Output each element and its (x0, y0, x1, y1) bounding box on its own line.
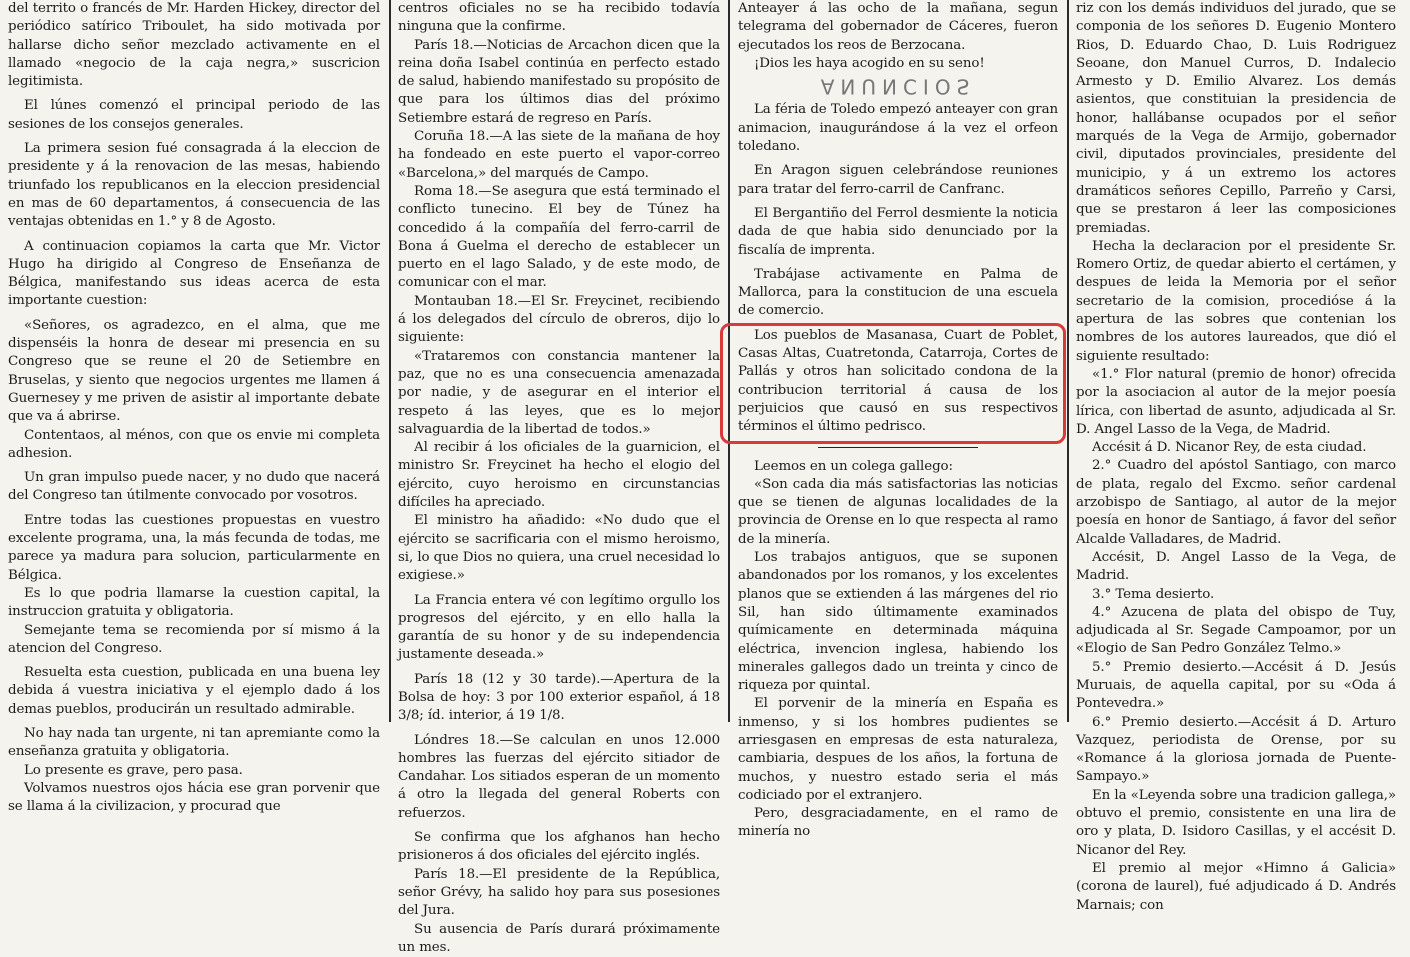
paragraph: ¡Dios les haya acogido en su seno! (754, 55, 985, 71)
column-4 (1076, 0, 1396, 913)
paragraph: riz con los demás individuos del jurado, que se componia de los señores D. Eugenio Montero Rios, D. Eduardo Chao, D. Luis Rodriguez Seoane, don Manuel Curros, D. Indalecio Armesto y D. Emilio Alvarez. Los demás asientos, que constituian la presidencia de honor, hallábanse ocupados por el señor marqués de la Vega de Armijo, gobernador civil, diputados provinciales, presidente del municipio, y á un extremo los actores dramáticos señores Cepillo, Parreño y Carsi, que se prestaron á leer las composiciones premiadas. (1076, 1, 1396, 236)
paragraph: El porvenir de la minería en España es inmenso, y si los hombres pudientes se arriesgasen en empresas de esta naturaleza, cambiaria, despues de los años, la fortuna de muchos, y nuestro estado seria el más codiciado por el extranjero. (738, 696, 1058, 803)
paragraph: del territo o francés de Mr. Harden Hickey, director del periódico satírico Triboulet, ha sido motivada por hallarse dicho señor mezclado activamente en el llamado «negocio de la caja negra,» suscricion legitimista. (8, 1, 380, 90)
highlight-annotation (720, 323, 1066, 444)
paragraph: Entre todas las cuestiones propuestas en vuestro excelente programa, una, la más fecunda de todas, me parece ya madura para solucion, particularmente en Bélgica. (8, 512, 380, 583)
paragraph: No hay nada tan urgente, ni tan apremiante como la enseñanza gratuita y obligatoria. (8, 725, 380, 760)
paragraph: 3.° Tema desierto. (1092, 586, 1215, 602)
paragraph: Roma 18.—Se asegura que está terminado el conflicto tunecino. El bey de Túnez ha concedido á la compañía del ferro-carril de Bona á Guelma el derecho de establecer un puerto en el lago Salado, y de este modo, de comunicar con el mar. (398, 183, 720, 291)
paragraph: La primera sesion fué consagrada á la eleccion de presidente y á la renovacion de las mesas, habiendo triunfado los republicanos en la eleccion presidencial en mas de 60 departamentos, á consecuencia de las ventajas obtenidas en 1.° y 8 de Agosto. (8, 141, 380, 230)
paragraph: El ministro ha añadido: «No dudo que el ejército se sacrificaria con el mismo heroismo, si, lo que Dios no quiera, una cruel necesidad lo exigiese.» (398, 513, 720, 584)
paragraph: «Trataremos con constancia mantener la paz, que no es una consecuencia amenazada por nadie, y de asegurar en el interior el respeto á las leyes, que es lo mejor salvaguardia de la libertad de todos.» (398, 348, 720, 437)
paragraph: La Francia entera vé con legítimo orgullo los progresos del ejército, y en ello halla la garantía de su honor y de su independencia justamente deseada.» (398, 592, 720, 663)
paragraph: París 18.—El presidente de la República, señor Grévy, ha salido hoy para sus posesiones del Jura. (398, 866, 720, 919)
paragraph: Coruña 18.—A las siete de la mañana de hoy ha fondeado en este puerto el vapor-correo «Barcelona,» del marqués de Campo. (398, 129, 720, 181)
paragraph: Leemos en un colega gallego: (754, 458, 953, 474)
paragraph: En Aragon siguen celebrándose reuniones para tratar del ferro-carril de Canfranc. (738, 163, 1058, 197)
paragraph: Su ausencia de París durará próximamente un mes. (398, 921, 720, 955)
paragraph: Se confirma que los afghanos han hecho prisioneros á dos oficiales del ejército inglés. (398, 830, 720, 864)
paragraph: Accésit á D. Nicanor Rey, de esta ciudad. (1092, 440, 1367, 456)
column-2 (398, 0, 720, 955)
paragraph: «Señores, os agradezco, en el alma, que me dispenséis la honra de desear mi presencia en su Congreso que se reune el 20 de Setiembre en Bruselas, y siento que negocios urgentes me llamen á Guernesey y me priven de asistir al importante debate que va á abrirse. (8, 317, 380, 425)
paragraph: Los trabajos antiguos, que se suponen abandonados por los romanos, y los excelentes planos que se extienden á las márgenes del rio Sil, han sido últimamente examinados químicamente en determinada máquina eléctrica, invencion inglesa, habiendo los minerales gallegos dado un treinta y cinco de riqueza por quintal. (738, 550, 1058, 694)
paragraph: Es lo que podria llamarse la cuestion capital, la instruccion gratuita y obligatoria. (8, 585, 380, 620)
paragraph: Hecha la declaracion por el presidente Sr. Romero Ortiz, de quedar abierto el certámen, y despues de leida la Memoria por el señor secretario de la comision, procedióse á la apertura de las sobres que contenian los nombres de los autores laureados, que dió el siguiente resultado: (1076, 238, 1396, 364)
paragraph: Semejante tema se recomienda por sí mismo á la atencion del Congreso. (8, 622, 380, 656)
paragraph: Pero, desgraciadamente, en el ramo de minería no (738, 806, 1058, 840)
paragraph: 5.° Premio desierto.—Accésit á D. Jesús Muruais, de aquella capital, por su «Oda á Pontevedra.» (1076, 659, 1396, 712)
paragraph: centros oficiales no se ha recibido todavía ninguna que la confirme. (398, 1, 720, 35)
paragraph: «Son cada dia más satisfactorias las noticias que se tienen de algunas localidades de la provincia de Orense en lo que respecta al ramo de la minería. (738, 476, 1058, 547)
paragraph: Al recibir á los oficiales de la guarnicion, el ministro Sr. Freycinet ha hecho el elogio del ejército, cuyo heroismo en circunstancias difíciles ha apreciado. (398, 440, 720, 511)
paragraph: Accésit, D. Angel Lasso de la Vega, de Madrid. (1076, 549, 1396, 584)
paragraph: El premio al mejor «Himno á Galicia» (corona de laurel), fué adjudicado á D. Andrés Marnais; con (1076, 860, 1396, 913)
paragraph: Anteayer á las ocho de la mañana, segun telegrama del gobernador de Cáceres, fueron ejecutados los reos de Berzocana. (738, 1, 1058, 53)
paragraph: 6.° Premio desierto.—Accésit á D. Arturo Vazquez, periodista de Orense, por su «Romance á la gloriosa jornada de Puente-Sampayo.» (1076, 714, 1396, 785)
column-1 (8, 0, 380, 815)
paragraph: 4.° Azucena de plata del obispo de Tuy, adjudicada al Sr. Segade Campoamor, por un «Elogio de San Pedro González Telmo.» (1076, 604, 1396, 657)
paragraph: En la «Leyenda sobre una tradicion gallega,» obtuvo el premio, consistente en una lira de oro y plata, D. Isidoro Casillas, y el accésit D. Nicanor del Rey. (1076, 787, 1396, 858)
column-rule (389, 0, 391, 722)
paragraph: A continuacion copiamos la carta que Mr. Victor Hugo ha dirigido al Congreso de Enseñanza de Bélgica, manifestando sus ideas acerca de esta importante cuestion: (8, 238, 380, 309)
paragraph: Lóndres 18.—Se calculan en unos 12.000 hombres las fuerzas del ejército sitiador de Candahar. Los sitiados esperan de un momento á otro la llegada del general Roberts con refuerzos. (398, 732, 720, 821)
paragraph: La féria de Toledo empezó anteayer con gran animacion, inaugurándose á la vez el orfeon toledano. (738, 102, 1058, 155)
paragraph: Resuelta esta cuestion, publicada en una buena ley debida á vuestra iniciativa y el ejemplo dado á los demas pueblos, producirán un resultado admirable. (8, 665, 380, 717)
paragraph: El lúnes comenzó el principal periodo de las sesiones de los consejos generales. (8, 98, 380, 132)
column-rule (1067, 0, 1069, 722)
paragraph: «1.° Flor natural (premio de honor) ofrecida por la asociacion al autor de la mejor poesía lírica, con libertad de asunto, adjudicada al Sr. D. Angel Lasso de la Vega, de Madrid. (1076, 366, 1396, 437)
section-divider (818, 447, 978, 448)
paragraph: 2.° Cuadro del apóstol Santiago, con marco de plata, regalo del Excmo. señor cardenal arzobispo de Santiago, al autor de la mejor poesía en honor de Santiago, á favor del señor Alcalde Valladares, de Madrid. (1076, 458, 1396, 547)
paragraph: Montauban 18.—El Sr. Freycinet, recibiendo á los delegados del círculo de obreros, dijo lo siguiente: (398, 293, 720, 346)
paragraph: Volvamos nuestros ojos hácia ese gran porvenir que se llama á la civilizacion, y procurad que (8, 780, 380, 815)
paragraph: Un gran impulso puede nacer, y no dudo que nacerá del Congreso tan útilmente convocado por vosotros. (8, 470, 380, 504)
paragraph: El Bergantiño del Ferrol desmiente la noticia dada de que habia sido denunciado por la fiscalía de imprenta. (738, 205, 1058, 258)
paragraph: Los pueblos de Masanasa, Cuart de Poblet, Casas Altas, Cuatretonda, Catarroja, Cortes de Pallás y otros han solicitado condona de la contribucion territorial á causa de los perjuicios que causó en sus respectivos términos el último pedrisco. (738, 327, 1058, 435)
paragraph: Contentaos, al ménos, con que os envie mi completa adhesion. (8, 427, 380, 461)
paragraph: Lo presente es grave, pero pasa. (24, 762, 243, 778)
paragraph: Trabájase activamente en Palma de Mallorca, para la constitucion de una escuela de comercio. (738, 266, 1058, 319)
paragraph: París 18 (12 y 30 tarde).—Apertura de la Bolsa de hoy: 3 por 100 exterior español, á 18 3/8; íd. interior, á 19 1/8. (398, 671, 720, 724)
paragraph: París 18.—Noticias de Arcachon dicen que la reina doña Isabel continúa en perfecto estado de salud, habiendo manifestado su propósito de que para los últimos dias del próximo Setiembre estará de regreso en París. (398, 37, 720, 126)
bleed-through-heading: ANUNCIOS (820, 74, 976, 99)
